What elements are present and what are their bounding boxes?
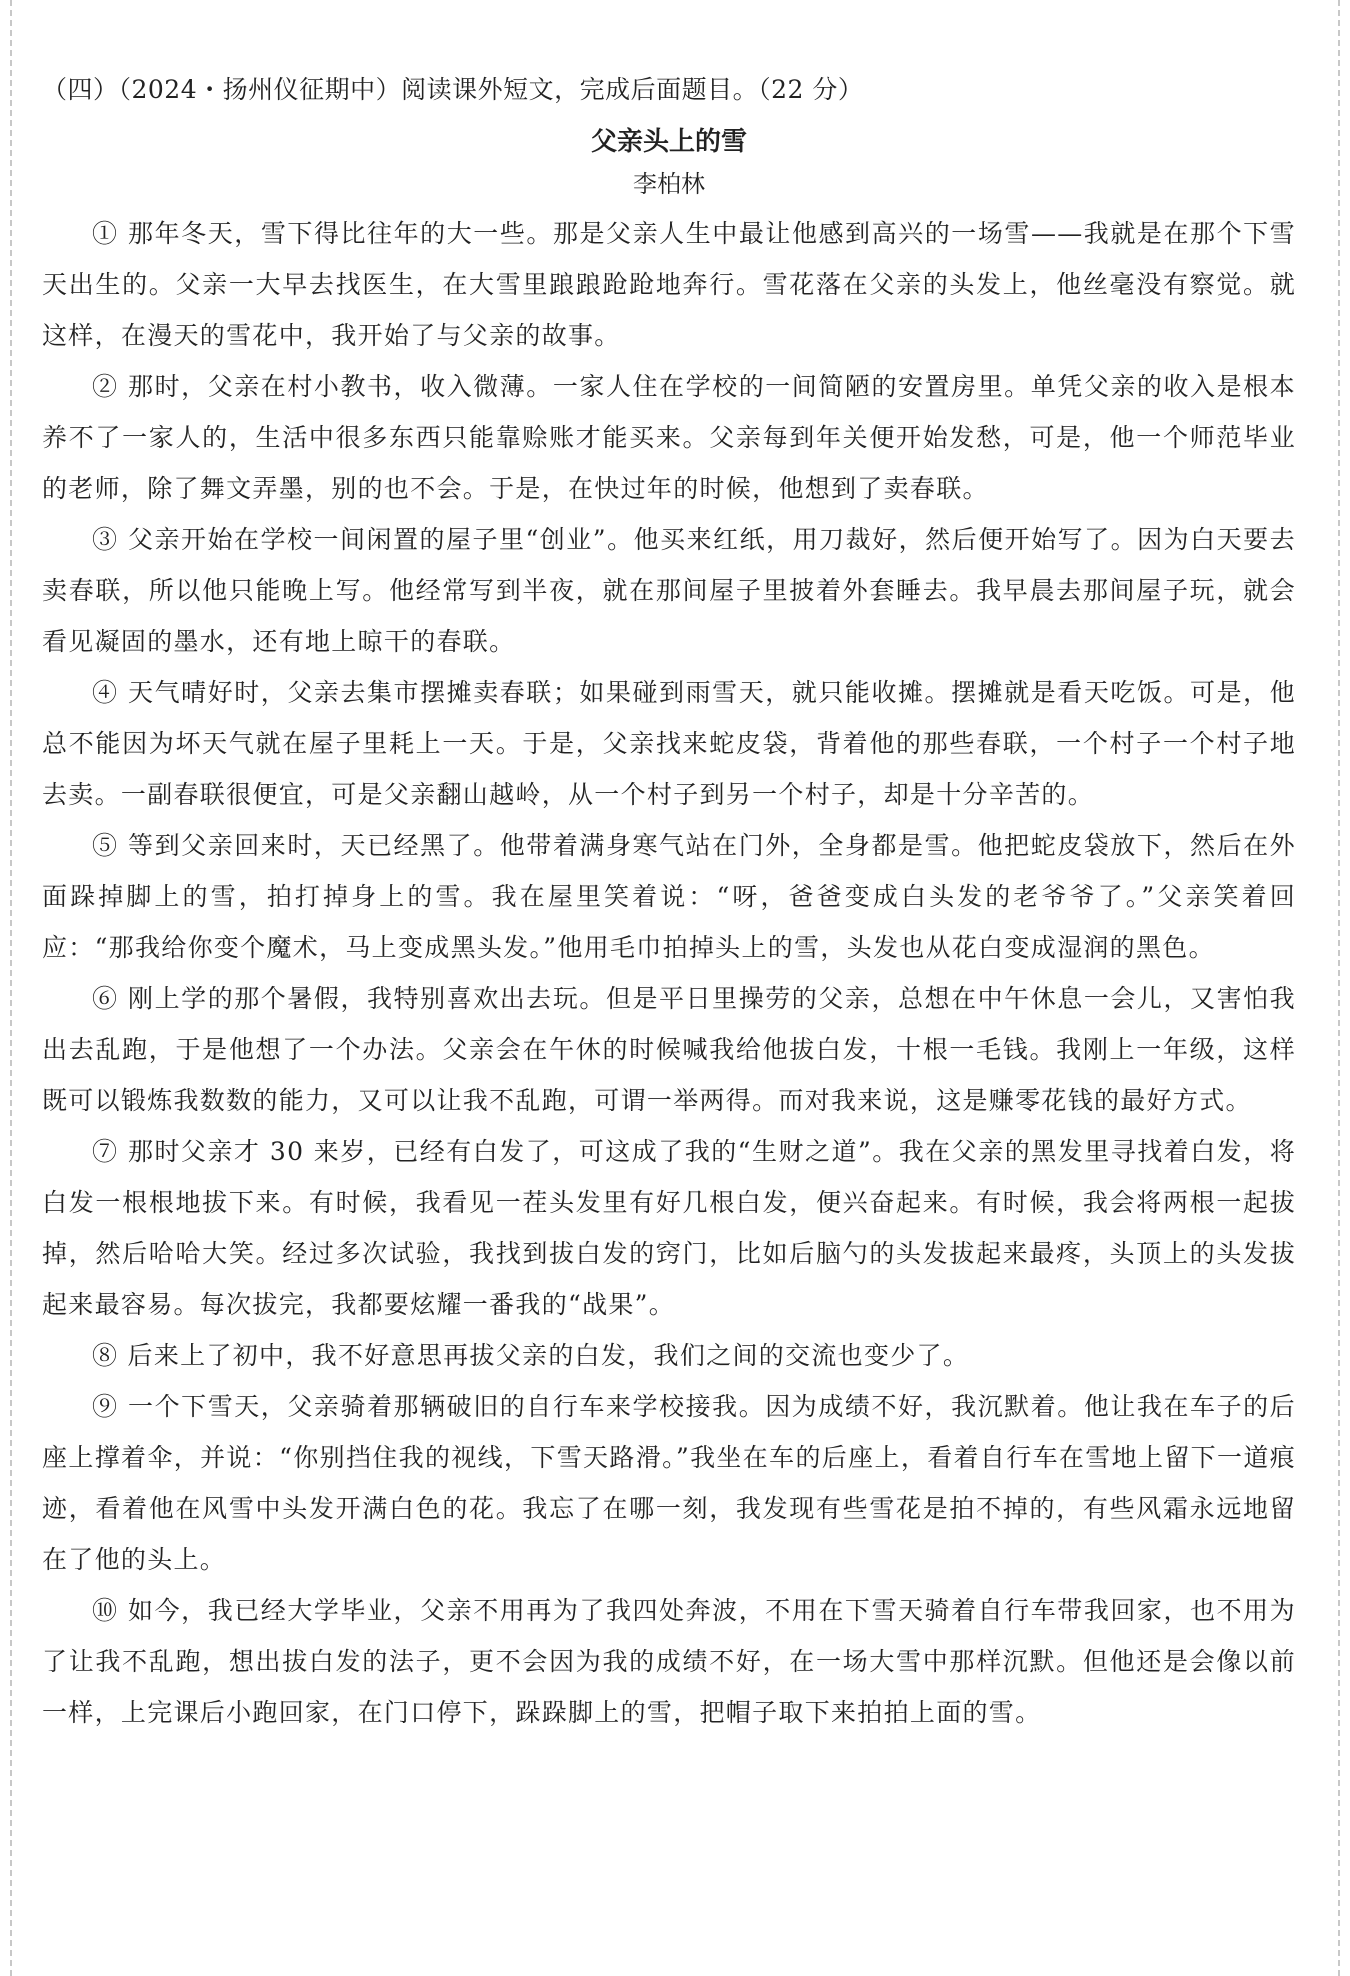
paragraph-6: ⑥ 刚上学的那个暑假，我特别喜欢出去玩。但是平日里操劳的父亲，总想在中午休息一会儿，又害怕我出去乱跑，于是他想了一个办法。父亲会在午休的时候喊我给他拔白发，十根一毛钱。我刚上一年级，这样既可以锻炼我数数的能力，又可以让我不乱跑，可谓一举两得。而对我来说，这是赚零花钱的最好方式。 [42, 984, 1296, 1115]
paragraph-1: ① 那年冬天，雪下得比往年的大一些。那是父亲人生中最让他感到高兴的一场雪——我就是在那个下雪天出生的。父亲一大早去找医生，在大雪里踉踉跄跄地奔行。雪花落在父亲的头发上，他丝毫没有察觉。就这样，在漫天的雪花中，我开始了与父亲的故事。 [42, 219, 1296, 350]
paragraph-9: ⑨ 一个下雪天，父亲骑着那辆破旧的自行车来学校接我。因为成绩不好，我沉默着。他让我在车子的后座上撑着伞，并说：“你别挡住我的视线，下雪天路滑。”我坐在车的后座上，看着自行车在雪地上留下一道痕迹，看着他在风雪中头发开满白色的花。我忘了在哪一刻，我发现有些雪花是拍不掉的，有些风霜永远地留在了他的头上。 [42, 1392, 1296, 1574]
paragraph-5: ⑤ 等到父亲回来时，天已经黑了。他带着满身寒气站在门外，全身都是雪。他把蛇皮袋放下，然后在外面跺掉脚上的雪，拍打掉身上的雪。我在屋里笑着说：“呀，爸爸变成白头发的老爷爷了。”父亲笑着回应：“那我给你变个魔术，马上变成黑头发。”他用毛巾拍掉头上的雪，头发也从花白变成湿润的黑色。 [42, 831, 1296, 962]
paragraph-8: ⑧ 后来上了初中，我不好意思再拔父亲的白发，我们之间的交流也变少了。 [92, 1341, 970, 1370]
paragraph-4: ④ 天气晴好时，父亲去集市摆摊卖春联；如果碰到雨雪天，就只能收摊。摆摊就是看天吃饭。可是，他总不能因为坏天气就在屋子里耗上一天。于是，父亲找来蛇皮袋，背着他的那些春联，一个村子一个村子地去卖。一副春联很便宜，可是父亲翻山越岭，从一个村子到另一个村子，却是十分辛苦的。 [42, 678, 1296, 809]
page-border-left [10, 0, 12, 1976]
paragraph-3: ③ 父亲开始在学校一间闲置的屋子里“创业”。他买来红纸，用刀裁好，然后便开始写了。因为白天要去卖春联，所以他只能晚上写。他经常写到半夜，就在那间屋子里披着外套睡去。我早晨去那间屋子玩，就会看见凝固的墨水，还有地上晾干的春联。 [42, 525, 1296, 656]
paragraph-10: ⑩ 如今，我已经大学毕业，父亲不用再为了我四处奔波，不用在下雪天骑着自行车带我回家，也不用为了让我不乱跑，想出拔白发的法子，更不会因为我的成绩不好，在一场大雪中那样沉默。但他还是会像以前一样，上完课后小跑回家，在门口停下，跺跺脚上的雪，把帽子取下来拍拍上面的雪。 [42, 1596, 1296, 1727]
question-heading: （四）（2024・扬州仪征期中）阅读课外短文，完成后面题目。（22 分） [42, 75, 864, 104]
page-border-right [1338, 0, 1340, 1976]
paragraph-7: ⑦ 那时父亲才 30 来岁，已经有白发了，可这成了我的“生财之道”。我在父亲的黑发里寻找着白发，将白发一根根地拔下来。有时候，我看见一茬头发里有好几根白发，便兴奋起来。有时候，我会将两根一起拔掉，然后哈哈大笑。经过多次试验，我找到拔白发的窍门，比如后脑勺的头发拔起来最疼，头顶上的头发拔起来最容易。每次拔完，我都要炫耀一番我的“战果”。 [42, 1137, 1296, 1319]
document-content [42, 70, 1296, 1738]
article-author: 李柏林 [633, 170, 705, 198]
paragraph-2: ② 那时，父亲在村小教书，收入微薄。一家人住在学校的一间简陋的安置房里。单凭父亲的收入是根本养不了一家人的，生活中很多东西只能靠赊账才能买来。父亲每到年关便开始发愁，可是，他一个师范毕业的老师，除了舞文弄墨，别的也不会。于是，在快过年的时候，他想到了卖春联。 [42, 372, 1296, 503]
article-title: 父亲头上的雪 [590, 127, 747, 157]
